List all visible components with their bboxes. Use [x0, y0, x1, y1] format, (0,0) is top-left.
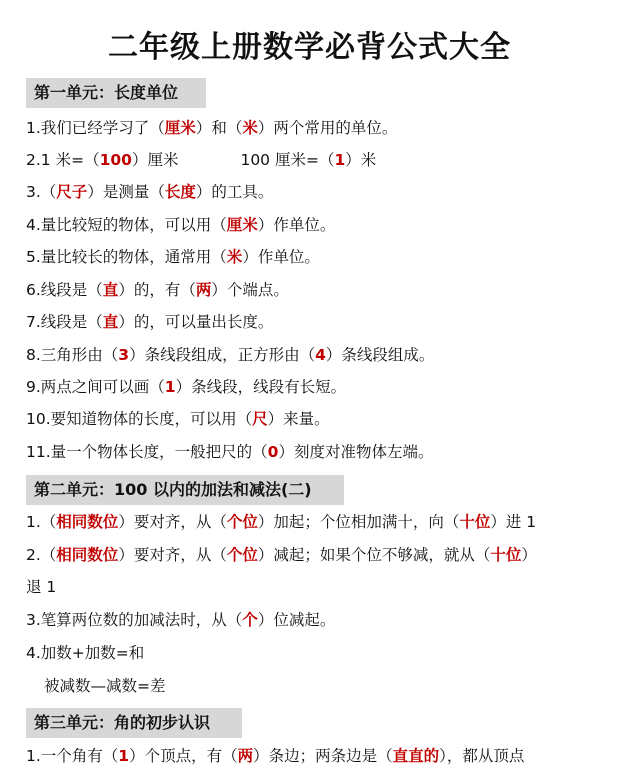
unit2-line-4a: 4.加数+加数=和 [26, 644, 145, 662]
unit1-line-2: 2.1 米=（100）厘米 100 厘米=（1）米 [26, 151, 377, 169]
page-title: 二年级上册数学必背公式大全 [108, 30, 511, 65]
unit2-line-2-continued: 退 1 [26, 578, 57, 596]
unit3-line-1: 1.一个角有（1）个顶点，有（两）条边；两条边是（直直的），都从顶点 [26, 747, 525, 765]
unit1-line-3: 3.（尺子）是测量（长度）的工具。 [26, 183, 274, 201]
unit1-line-9: 9.两点之间可以画（1）条线段，线段有长短。 [26, 378, 347, 396]
unit2-line-2: 2.（相同数位）要对齐，从（个位）减起；如果个位不够减，就从（十位） [26, 546, 537, 564]
unit2-line-1: 1.（相同数位）要对齐，从（个位）加起；个位相加满十，向（十位）进 1 [26, 513, 537, 531]
unit1-line-11: 11.量一个物体长度，一般把尺的（0）刻度对准物体左端。 [26, 443, 434, 461]
unit1-line-5: 5.量比较长的物体，通常用（米）作单位。 [26, 248, 320, 266]
section-heading-unit-3: 第三单元：角的初步认识 [26, 708, 242, 738]
unit1-line-6: 6.线段是（直）的，有（两）个端点。 [26, 281, 289, 299]
section-heading-unit-1: 第一单元：长度单位 [26, 78, 206, 108]
unit2-line-4b: 被减数—减数=差 [44, 677, 166, 695]
unit1-line-4: 4.量比较短的物体，可以用（厘米）作单位。 [26, 216, 336, 234]
unit1-line-8: 8.三角形由（3）条线段组成，正方形由（4）条线段组成。 [26, 346, 435, 364]
unit1-line-10: 10.要知道物体的长度，可以用（尺）来量。 [26, 410, 330, 428]
unit2-line-3: 3.笔算两位数的加减法时，从（个）位减起。 [26, 611, 336, 629]
section-heading-unit-2: 第二单元：100 以内的加法和减法(二) [26, 475, 344, 505]
unit1-line-1: 1.我们已经学习了（厘米）和（米）两个常用的单位。 [26, 119, 398, 137]
unit1-line-7: 7.线段是（直）的，可以量出长度。 [26, 313, 274, 331]
